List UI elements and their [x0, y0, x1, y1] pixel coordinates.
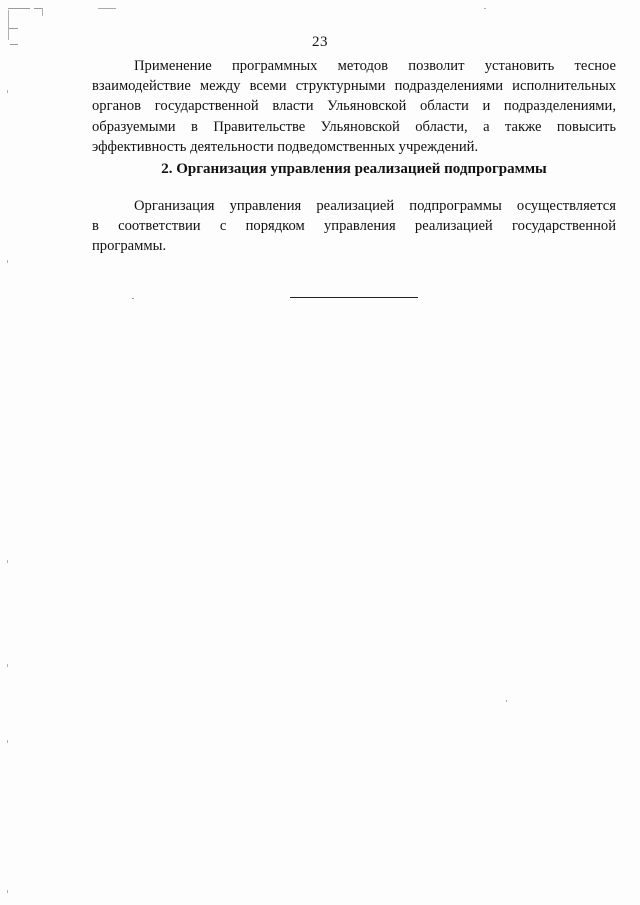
end-of-document-rule [290, 297, 418, 298]
page-number: 23 [312, 34, 328, 50]
paragraph-line-text: Применение программных методов позволит установить тесное [134, 58, 616, 74]
paragraph-intro [92, 56, 616, 157]
paragraph-line: взаимодействие между всеми структурными подразделениями исполнительных [92, 78, 616, 95]
paragraph-line: органов государственной власти Ульяновской области и подразделениями, [92, 98, 616, 115]
scan-margin-artifacts [6, 0, 66, 905]
paragraph-line: эффективность деятельности подведомственных учреждений. [92, 138, 479, 155]
paragraph-line-text: Организация управления реализацией подпрограммы осуществляется [134, 198, 616, 214]
scan-speck [132, 298, 134, 299]
paragraph-line: в соответствии с порядком управления реализацией государственной [92, 218, 616, 235]
paragraph-line: образуемыми в Правительстве Ульяновской области, а также повысить [92, 118, 616, 135]
paragraph-line: программы. [92, 238, 167, 255]
paragraph-management [92, 196, 616, 257]
section-heading: 2. Организация управления реализацией подпрограммы [161, 161, 547, 177]
paragraph-line [92, 56, 616, 76]
paragraph-line [92, 196, 616, 216]
